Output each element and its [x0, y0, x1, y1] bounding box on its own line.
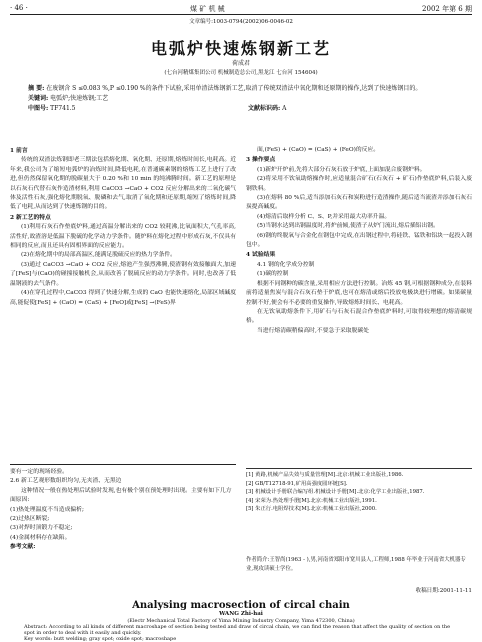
- section-heading: 3 操作要点: [246, 157, 276, 164]
- doc-code-label: 文献标识码:: [248, 105, 281, 112]
- keywords-text: 电弧炉;快速炼钢;工艺: [50, 95, 109, 102]
- affiliation: (七台河精煤集团公司 机械制造总公司,黑龙江 七台河 154604): [164, 70, 318, 76]
- section-heading: 2 新工艺的特点: [10, 214, 51, 221]
- body-paragraph: 面,(FeS) + (CaO) = (CaS) + (FeO)的反应。: [257, 147, 380, 153]
- abstract-label: 摘 要:: [28, 85, 45, 92]
- right-column: [246, 146, 472, 462]
- body-paragraph: (4)在穿孔过程中,CaCO3 得到了快速分解,生成的 CaO 也能快速熔化,局部区域碱度高,能促使[FeS] + (CaO) = (CaS) + [FeO]或[FeS] →(FeS)界: [10, 290, 236, 306]
- clc-label: 中图号:: [28, 105, 49, 112]
- author-name: 荷成君: [231, 60, 250, 67]
- reference-item: [3] 机械设计手册联合编写组.机械设计手册[M].北京:化学工业出版社,1987.: [246, 489, 425, 496]
- body-paragraph: (3)在熔料 80 %后,适当添加石灰石和炭粉进行造渣操作,随后适当流渣并添加石灰石炭提高碱度。: [246, 195, 472, 211]
- body-paragraph: (3)通过 CaCO3 →CaO + CO2 反应,熔池产生强烈沸腾,使渣钢有效接触面大,加速了[FeS]与(CaO)的碰撞接触机会,从而改善了脱硫反应的动力学条件。同时,也改善了低温钢液的去气条件。: [10, 261, 236, 287]
- column-break-rule: [10, 464, 236, 465]
- trailing-line: 参考文献:: [10, 544, 36, 551]
- english-affiliation: (Electr Mechanical Total Factory of Yima Mining Industry Company, Yima 472300, China): [127, 618, 355, 624]
- english-keywords: Key words: butt welding; gray spot; oxide spot; macroshape: [24, 636, 177, 642]
- section-heading: 4 试验结果: [246, 252, 276, 259]
- reference-item: [4] 宋荣为.热处理手册[M].北京:机械工业出版社,1991.: [246, 497, 377, 504]
- body-paragraph: (2)将采用不饮氧助熔操作时,应适量混合矿石(石灰石 + 矿石)作垫底炉料,后装入废钢铁料。: [246, 176, 472, 192]
- body-paragraph: (1)新炉开炉前,先将大部分石灰石放于炉底,上面加混合废钢炉料。: [257, 166, 426, 173]
- english-title: Analysing macrosection of circal chain: [132, 600, 350, 611]
- paper-title: 电弧炉快速炼钢新工艺: [150, 39, 331, 58]
- reference-item: [1] 黄路,机械产品失效与质量管理[M].北京:机械工业出版社,1986.: [246, 472, 404, 478]
- reference-item: [5] 朱正行.电阻焊技术[M].北京:机械工业出版社,2000.: [246, 506, 377, 513]
- section-heading: 1 前言: [10, 148, 28, 154]
- body-paragraph: 根据不同钢种的碳含量,采用相应方法进行控制。冶炼 45 钢,可根据钢种成分,在装料前将适量焦炭与混合石灰石垫于炉底,也可在熔清或熔后投放电极块进行增碳。如果碳量控制不好,便会有不必要的重复操作,导致熔炼时间长、电耗高。: [246, 280, 472, 306]
- received-date: 收稿日期:2001-11-11: [415, 588, 472, 594]
- author-note: 作者简介:王智尚(1963 - ),男,河南省郑阳市宽川县人,工程师,1988 年毕业于河南省大机器专业,现攻读硕士学位。: [246, 557, 466, 572]
- english-abstract: Abstract: According to all kinds of different macroshape of section being tested and draw of circal chain, we can find the reason that affect the quality of section on the spot in order to deal with it easily and quickly.: [24, 624, 451, 636]
- body-paragraph: (2)在熔化期中的局部高温区,能满足脱硫反应的热力学条件。: [21, 252, 176, 259]
- body-paragraph: 在无饮氧助熔条件下,用矿石与石灰石混合作垫底炉料时,可取得较理想的熔清碳规格。: [246, 308, 472, 325]
- body-paragraph: 当进行熔清碳稍偏高时,不要急于采取脱碳处: [257, 327, 369, 334]
- references-list: [246, 468, 472, 567]
- body-paragraph: 传统的双渣法炼钢即老三期法包括熔化期、氧化期、还原期,熔炼时间长,电耗高。近年来,我公司为了缩短电弧炉的冶炼时间,降低电耗,在普通碳素钢的熔炼工艺上进行了改进,但仍然保留氧化期的脱碳量大于 0.20 %和 10 min 的纯沸腾时间。新工艺的原理是以石灰石代替石灰作造渣材料,利用 CaCO3 →CaO + CO2 反应分解出来的二氧化碳气体及活性石灰,强化熔化期脱氧、脱磷和去气,取消了氧化期和还原期,缩短了熔炼时间,降低了电耗,从而达到了快速炼钢的目的。: [10, 157, 236, 211]
- body-paragraph: (1)利用石灰石作垫底炉料,通过高温分解出来的 CO2 较耗沸,比氧面积大,气孔率高,活性好,故渣溶是低温下脱硫的化学动力学条件。随炉料在熔化过程中形成石灰,不仅具有相同的反应,而且还具有固相界面的反应能力。: [10, 224, 236, 250]
- abstract: [28, 84, 458, 94]
- classification-row: [28, 104, 458, 114]
- trailing-line: 要有一定的现场经验。: [10, 469, 68, 475]
- keywords: [28, 94, 458, 104]
- journal-name: 煤 矿 机 械: [190, 5, 225, 13]
- abstract-block: [28, 84, 458, 114]
- body-paragraph: (1)碳的控制: [257, 271, 289, 278]
- left-trailing-text: [10, 468, 236, 553]
- body-paragraph: 4.1 钢的化学成分控制: [257, 261, 315, 268]
- trailing-line: 2.6 新工艺观形数组织均匀,无夹渣、无黑边: [10, 478, 122, 485]
- doc-code-text: A: [282, 105, 287, 112]
- keywords-label: 关键词:: [28, 95, 49, 102]
- trailing-line: (4)金属材料存在缺陷。: [10, 534, 71, 541]
- english-author: WANG Zhi-hai: [219, 611, 263, 617]
- trailing-line: (3)对焊时顶锻力不稳定;: [10, 525, 73, 532]
- trailing-line: (1)热处理温度不当造成偏析;: [10, 506, 84, 513]
- clc-text: TF741.5: [50, 105, 76, 112]
- reference-item: [2] GB/T12718-91,矿用高强度圆环链[S].: [246, 480, 348, 487]
- left-column: [10, 146, 236, 462]
- issue-label: 2002 年第 6 期: [422, 5, 472, 13]
- article-id: 文章编号:1003-0794(2002)06-0046-02: [189, 19, 293, 25]
- body-paragraph: (5)当钢水达到出钢温度时,将炉前倾,使渣子从炉门流出,熔后插铝出钢。: [257, 223, 439, 230]
- page-number: · 46 ·: [10, 4, 28, 12]
- trailing-line: 这种情况一般在热处理后试验时发现,也有极个别在预处理时出现。主要有如下几方面原因:: [10, 487, 232, 504]
- body-paragraph: (6)钢的终脱氧与合金化在钢包中完成,在出钢过程中,将硅铁、锰铁和铝块一起投入钢包中。: [246, 232, 472, 249]
- trailing-line: (2)过热区断裂;: [10, 516, 50, 523]
- body-paragraph: (4)熔清后取样分析 C、S、P,并采用最大功率升温。: [257, 213, 391, 220]
- abstract-text: 在废钢含 S ≤0.083 %,P ≤0.190 %的条件下试验,采用单渣法炼钢新工艺,取消了传统双渣法中氧化期和还原期的操作,达到了快速炼钢目的。: [46, 85, 422, 92]
- header-rule: [10, 14, 472, 15]
